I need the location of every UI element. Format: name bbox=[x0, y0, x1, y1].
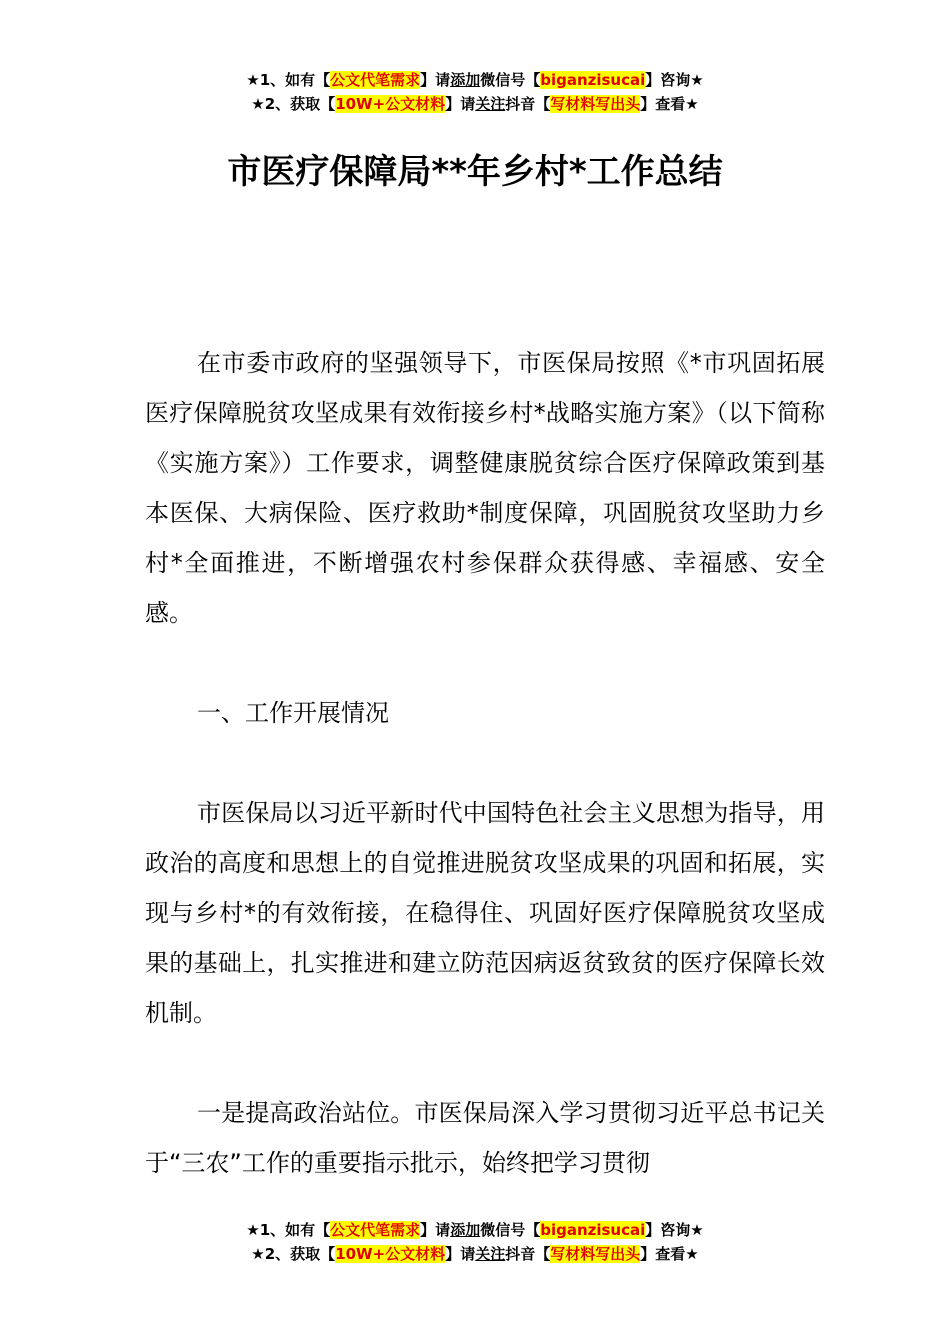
promo-wechat-id: biganzisucai bbox=[540, 71, 646, 89]
promo-text: 】查看★ bbox=[640, 1245, 699, 1263]
paragraph-point-1: 一是提高政治站位。市医保局深入学习贯彻习近平总书记关于“三农”工作的重要指示批示，始终把学习贯彻 bbox=[145, 1099, 825, 1177]
promo-text: 】请 bbox=[445, 95, 476, 113]
promo-line-1 bbox=[0, 68, 950, 92]
promo-text: 】咨询★ bbox=[645, 71, 704, 89]
promo-douyin-id: 写材料写出头 bbox=[550, 1245, 641, 1263]
promo-text: 微信号【 bbox=[480, 1221, 541, 1239]
promo-underlined: 添加 bbox=[450, 1221, 481, 1239]
document-title: 市医疗保障局**年乡村*工作总结 bbox=[227, 152, 723, 192]
promo-wechat-id: biganzisucai bbox=[540, 1221, 646, 1239]
promo-douyin-id: 写材料写出头 bbox=[550, 95, 641, 113]
paragraph-overview: 市医保局以习近平新时代中国特色社会主义思想为指导，用政治的高度和思想上的自觉推进脱贫攻坚成果的巩固和拓展，实现与乡村*的有效衔接，在稳得住、巩固好医疗保障脱贫攻坚成果的基础上，扎实推进和建立防范因病返贫致贫的医疗保障长效机制。 bbox=[145, 799, 825, 1027]
promo-text: 】请 bbox=[445, 1245, 476, 1263]
promo-text: 】请 bbox=[420, 1221, 451, 1239]
promo-text: 】查看★ bbox=[640, 95, 699, 113]
promo-text: ★2、获取【 bbox=[251, 95, 336, 113]
promo-text: ★1、如有【 bbox=[246, 1221, 331, 1239]
promo-underlined: 关注 bbox=[475, 95, 506, 113]
promo-line-2 bbox=[0, 92, 950, 116]
promo-highlight: 公文代笔需求 bbox=[330, 1221, 421, 1239]
paragraph-intro: 在市委市政府的坚强领导下，市医保局按照《*市巩固拓展医疗保障脱贫攻坚成果有效衔接乡村*战略实施方案》（以下简称《实施方案》）工作要求，调整健康脱贫综合医疗保障政策到基本医保、大病保险、医疗救助*制度保障，巩固脱贫攻坚助力乡村*全面推进，不断增强农村参保群众获得感、幸福感、安全感。 bbox=[145, 349, 825, 627]
promo-highlight: 10W+公文材料 bbox=[335, 95, 446, 113]
promo-text: 抖音【 bbox=[505, 1245, 551, 1263]
promo-text: 抖音【 bbox=[505, 95, 551, 113]
promo-line-2 bbox=[0, 1242, 950, 1266]
promo-highlight: 10W+公文材料 bbox=[335, 1245, 446, 1263]
promo-underlined: 添加 bbox=[450, 71, 481, 89]
promo-text: ★2、获取【 bbox=[251, 1245, 336, 1263]
promo-text: ★1、如有【 bbox=[246, 71, 331, 89]
promo-text: 微信号【 bbox=[480, 71, 541, 89]
promo-text: 】请 bbox=[420, 71, 451, 89]
promo-text: 】咨询★ bbox=[645, 1221, 704, 1239]
promo-line-1 bbox=[0, 1218, 950, 1242]
section-heading-1: 一、工作开展情况 bbox=[197, 699, 389, 727]
promo-banner-bottom bbox=[0, 1218, 950, 1266]
promo-banner-top bbox=[0, 68, 950, 116]
promo-underlined: 关注 bbox=[475, 1245, 506, 1263]
promo-highlight: 公文代笔需求 bbox=[330, 71, 421, 89]
